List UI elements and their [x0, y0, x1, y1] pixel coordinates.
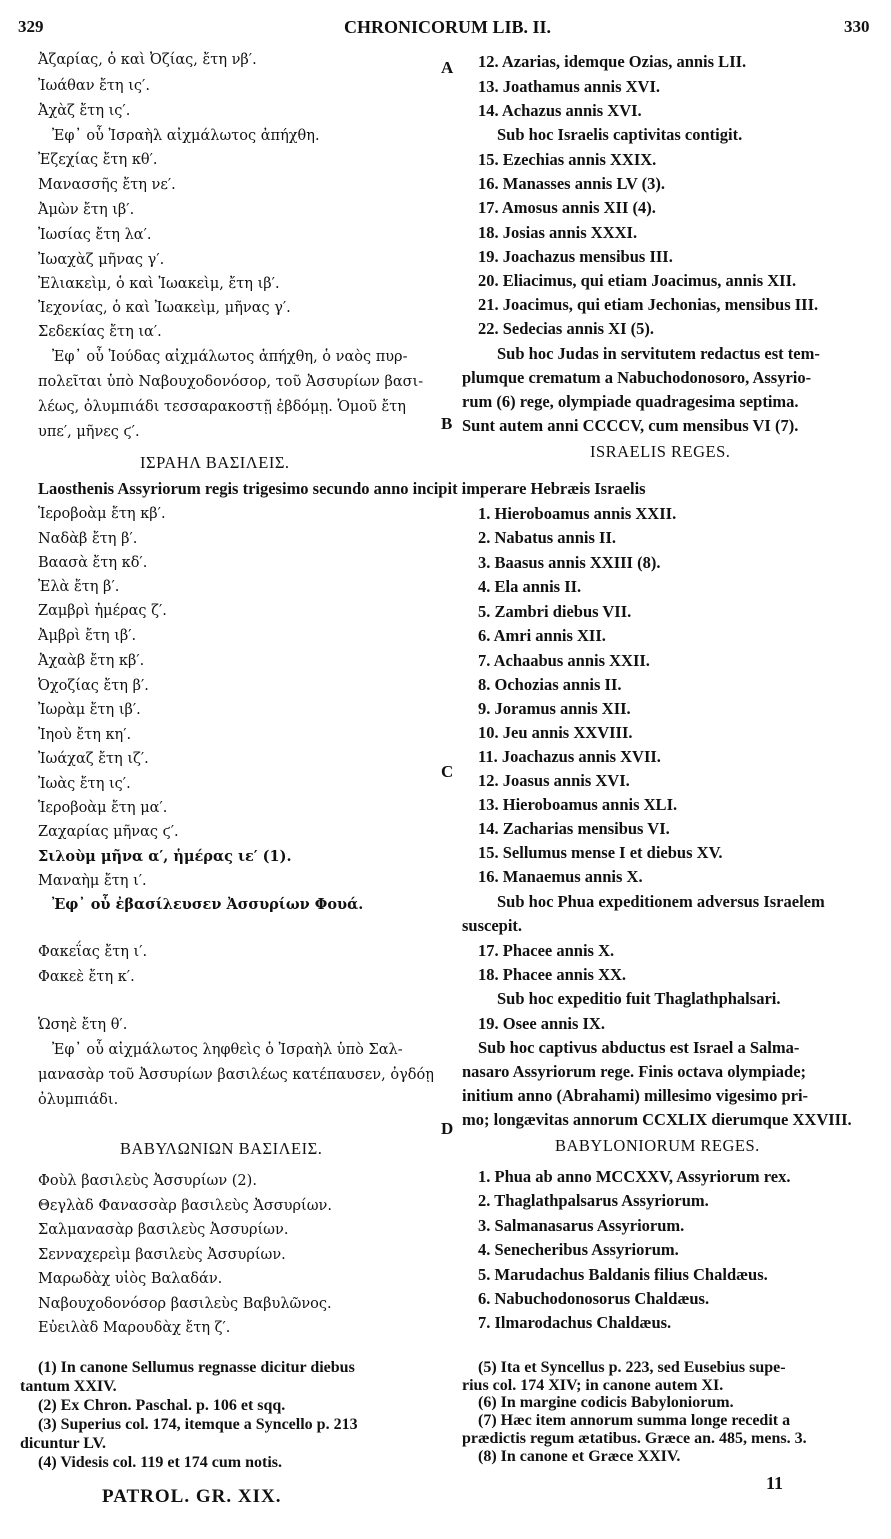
greek-note-line: λέως, ὀλυμπιάδι τεσσαρακοστῇ ἑβδόμῃ. Ὁμοῦ ἔτη [38, 399, 406, 415]
latin-king-line: 12. Joasus annis XVI. [478, 771, 630, 790]
greek-king-line: Εὐειλὰδ Μαρουδὰχ ἔτη ζ′. [38, 1320, 231, 1336]
footnote-line: (4) Videsis col. 119 et 174 cum notis. [38, 1454, 282, 1471]
greek-king-line: Σενναχερεὶμ βασιλεὺς Ἀσσυρίων. [38, 1247, 286, 1263]
greek-king-line: Ἀχαὰβ ἔτη κβ′. [38, 653, 145, 669]
latin-king-line: 2. Thaglathpalsarus Assyriorum. [478, 1191, 709, 1210]
margin-letter-d: D [441, 1119, 454, 1138]
latin-king-line: 15. Sellumus mense I et diebus XV. [478, 843, 723, 862]
latin-king-line: 8. Ochozias annis II. [478, 675, 622, 694]
greek-king-line: Θεγλὰδ Φανασσὰρ βασιλεὺς Ἀσσυρίων. [38, 1198, 332, 1214]
latin-king-line: 6. Nabuchodonosorus Chaldæus. [478, 1289, 710, 1308]
greek-king-line: Φοὺλ βασιλεὺς Ἀσσυρίων (2). [38, 1173, 257, 1189]
latin-note-line: nasaro Assyriorum rege. Finis octava olympiade; [462, 1062, 807, 1081]
latin-king-line: 3. Baasus annis XXIII (8). [478, 553, 661, 572]
footnote-line: (3) Superius col. 174, itemque a Syncello p. 213 [38, 1416, 358, 1433]
latin-king-line: 5. Zambri diebus VII. [478, 602, 632, 621]
greek-king-line: Μανασσῆς ἔτη νε′. [38, 177, 176, 193]
greek-king-line: Ναδὰβ ἔτη β′. [38, 531, 138, 547]
latin-king-line: 19. Osee annis IX. [478, 1014, 605, 1033]
greek-king-line: Μαρωδὰχ υἱὸς Βαλαδάν. [38, 1271, 223, 1287]
greek-king-line: Ἀμβρὶ ἔτη ιβ′. [38, 628, 137, 644]
footnote-line: (2) Ex Chron. Paschal. p. 106 et sqq. [38, 1397, 286, 1414]
babylon-heading-latin: BABYLONIORUM REGES. [555, 1136, 760, 1155]
latin-king-line: 20. Eliacimus, qui etiam Joacimus, annis XII. [478, 271, 797, 290]
greek-king-line: Σαλμανασὰρ βασιλεὺς Ἀσσυρίων. [38, 1222, 289, 1238]
greek-king-line: Ναβουχοδονόσορ βασιλεὺς Βαβυλῶνος. [38, 1296, 332, 1312]
latin-king-line: 4. Ela annis II. [478, 577, 582, 596]
latin-king-line: 13. Joathamus annis XVI. [478, 77, 660, 96]
greek-king-line: Ἀμὼν ἔτη ιβ′. [38, 202, 135, 218]
latin-note-line: Sub hoc Phua expeditionem adversus Israelem [497, 892, 825, 911]
greek-note-line: Ἐφ᾽ οὗ Ἰσραὴλ αἰχμάλωτος ἀπήχθη. [52, 128, 320, 144]
greek-note-line: πολεῖται ὑπὸ Ναβουχοδονόσορ, τοῦ Ἀσσυρίων βασι- [38, 374, 424, 390]
latin-note-line: mo; longævitas annorum CCXLIX dierumque XXVIII. [462, 1110, 852, 1129]
greek-king-line: Ζαμβρὶ ἡμέρας ζ′. [38, 603, 167, 619]
latin-note-line: Sub hoc Judas in servitutem redactus est tem- [497, 344, 820, 363]
margin-letter-b: B [441, 414, 453, 433]
greek-king-line: Ἰωάθαν ἔτη ις′. [38, 78, 150, 94]
latin-king-line: 1. Phua ab anno MCCXXV, Assyriorum rex. [478, 1167, 791, 1186]
babylon-heading-greek: ΒΑΒΥΛΩΝΙΩΝ ΒΑΣΙΛΕΙΣ. [120, 1139, 323, 1158]
latin-king-line: 3. Salmanasarus Assyriorum. [478, 1216, 685, 1235]
latin-note-line: suscepit. [462, 916, 523, 935]
greek-note-line: Ἐφ᾽ οὗ ἐβασίλευσεν Ἀσσυρίων Φουά. [52, 896, 364, 913]
greek-king-line: Ἐλὰ ἔτη β′. [38, 579, 120, 595]
footnote-line: rius col. 174 XIV; in canone autem XI. [462, 1377, 724, 1394]
latin-note-line: Sunt autem anni CCCCV, cum mensibus VI (7). [462, 416, 799, 435]
margin-letter-a: A [441, 58, 454, 77]
page-number-right: 330 [844, 17, 870, 36]
latin-king-line: 6. Amri annis XII. [478, 626, 606, 645]
greek-king-line: Ἀζαρίας, ὁ καὶ Ὀζίας, ἔτη νβ′. [38, 52, 257, 68]
running-title: CHRONICORUM LIB. II. [344, 17, 552, 37]
greek-note-line: Ἐφ᾽ οὗ αἰχμάλωτος ληφθεὶς ὁ Ἰσραὴλ ὑπὸ Σαλ- [52, 1042, 403, 1058]
greek-king-line: Ὀχοζίας ἔτη β′. [38, 678, 149, 694]
latin-note-line: plumque crematum a Nabuchodonosoro, Assyrio- [462, 368, 812, 387]
latin-note-line: Sub hoc expeditio fuit Thaglathphalsari. [497, 989, 781, 1008]
greek-king-line: Ἰηοὺ ἔτη κη′. [38, 727, 132, 743]
israel-intro-line: Laosthenis Assyriorum regis trigesimo secundo anno incipit imperare Hebræis Israelis [38, 479, 646, 498]
footnote-line: (7) Hæc item annorum summa longe recedit a [478, 1412, 791, 1429]
greek-king-line: Ἐζεχίας ἔτη κθ′. [38, 152, 158, 168]
latin-king-line: 14. Zacharias mensibus VI. [478, 819, 670, 838]
latin-king-line: 17. Amosus annis XII (4). [478, 198, 656, 217]
greek-king-line: Ἰωάχαζ ἔτη ιζ′. [38, 751, 149, 767]
greek-king-line: Ἰωὰς ἔτη ις′. [38, 776, 131, 792]
footnote-line: (5) Ita et Syncellus p. 223, sed Eusebius supe- [478, 1359, 786, 1376]
latin-king-line: 5. Marudachus Baldanis filius Chaldæus. [478, 1265, 768, 1284]
latin-king-line: 12. Azarias, idemque Ozias, annis LII. [478, 52, 747, 71]
footnote-line: dicuntur LV. [20, 1435, 106, 1452]
israel-heading-greek: ΙΣΡΑΗΛ ΒΑΣΙΛΕΙΣ. [140, 453, 290, 472]
latin-note-line: initium anno (Abrahami) millesimo vigesimo pri- [462, 1086, 809, 1105]
latin-note-line: Sub hoc captivus abductus est Israel a Salma- [478, 1038, 800, 1057]
latin-king-line: 9. Joramus annis XII. [478, 699, 631, 718]
latin-king-line: 1. Hieroboamus annis XXII. [478, 504, 677, 523]
latin-note-line: rum (6) rege, olympiade quadragesima septima. [462, 392, 799, 411]
sheet-number: 11 [766, 1473, 784, 1493]
greek-note-line: ὀλυμπιάδι. [38, 1092, 119, 1108]
latin-king-line: 16. Manaemus annis X. [478, 867, 643, 886]
greek-king-line: Ζαχαρίας μῆνας ϛ′. [38, 824, 179, 840]
greek-king-line: Φακεὲ ἔτη κ′. [38, 969, 135, 985]
latin-king-line: 10. Jeu annis XXVIII. [478, 723, 633, 742]
greek-king-line: Ἰωαχὰζ μῆνας γ′. [38, 252, 165, 268]
footnote-line: (1) In canone Sellumus regnasse dicitur diebus [38, 1359, 355, 1376]
latin-king-line: 19. Joachazus mensibus III. [478, 247, 673, 266]
footnote-line: (8) In canone et Græce XXIV. [478, 1448, 681, 1465]
page-number-left: 329 [18, 17, 44, 36]
greek-king-line: Ἰωρὰμ ἔτη ιβ′. [38, 702, 141, 718]
greek-king-line: Μαναὴμ ἔτη ι′. [38, 873, 147, 889]
greek-king-line: Ὡσηὲ ἔτη θ′. [38, 1017, 128, 1033]
israel-heading-latin: ISRAELIS REGES. [590, 442, 731, 461]
greek-king-line: Ἱεροβοὰμ ἔτη μα′. [38, 800, 168, 816]
latin-king-line: 13. Hieroboamus annis XLI. [478, 795, 678, 814]
greek-note-line: υπε′, μῆνες ϛ′. [38, 424, 140, 440]
greek-king-line: Ἰεχονίας, ὁ καὶ Ἰωακεὶμ, μῆνας γ′. [38, 300, 291, 316]
greek-king-line: Φακεΐας ἔτη ι′. [38, 944, 148, 960]
greek-king-line: Σιλοὺμ μῆνα α′, ἡμέρας ιε′ (1). [38, 848, 292, 865]
latin-king-line: 14. Achazus annis XVI. [478, 101, 642, 120]
latin-king-line: 7. Achaabus annis XXII. [478, 651, 650, 670]
footnote-line: (6) In margine codicis Babyloniorum. [478, 1394, 734, 1411]
latin-king-line: 7. Ilmarodachus Chaldæus. [478, 1313, 672, 1332]
footnote-line: prædictis regum ætatibus. Græce an. 485, mens. 3. [462, 1430, 807, 1447]
latin-king-line: 21. Joacimus, qui etiam Jechonias, mensibus III. [478, 295, 819, 314]
greek-note-line: Ἐφ᾽ οὗ Ἰούδας αἰχμάλωτος ἀπήχθη, ὁ ναὸς πυρ- [52, 349, 408, 365]
latin-note-line: Sub hoc Israelis captivitas contigit. [497, 125, 743, 144]
latin-king-line: 15. Ezechias annis XXIX. [478, 150, 657, 169]
latin-king-line: 22. Sedecias annis XI (5). [478, 319, 655, 338]
latin-king-line: 4. Senecheribus Assyriorum. [478, 1240, 679, 1259]
footnote-line: tantum XXIV. [20, 1378, 117, 1395]
latin-king-line: 17. Phacee annis X. [478, 941, 615, 960]
greek-note-line: μανασὰρ τοῦ Ἀσσυρίων βασιλέως κατέπαυσεν, ὀγδόῃ [38, 1067, 434, 1083]
greek-king-line: Ἀχὰζ ἔτη ις′. [38, 103, 131, 119]
greek-king-line: Ἱεροβοὰμ ἔτη κβ′. [38, 506, 166, 522]
greek-king-line: Ἐλιακεὶμ, ὁ καὶ Ἰωακεὶμ, ἔτη ιβ′. [38, 276, 280, 292]
latin-king-line: 2. Nabatus annis II. [478, 528, 617, 547]
greek-king-line: Σεδεκίας ἔτη ια′. [38, 324, 162, 340]
latin-king-line: 11. Joachazus annis XVII. [478, 747, 661, 766]
greek-king-line: Ἰωσίας ἔτη λα′. [38, 227, 152, 243]
latin-king-line: 18. Josias annis XXXI. [478, 223, 638, 242]
latin-king-line: 16. Manasses annis LV (3). [478, 174, 666, 193]
latin-king-line: 18. Phacee annis XX. [478, 965, 627, 984]
greek-king-line: Βαασὰ ἔτη κδ′. [38, 555, 148, 571]
volume-signature: PATROL. GR. XIX. [102, 1486, 282, 1507]
margin-letter-c: C [441, 762, 454, 781]
